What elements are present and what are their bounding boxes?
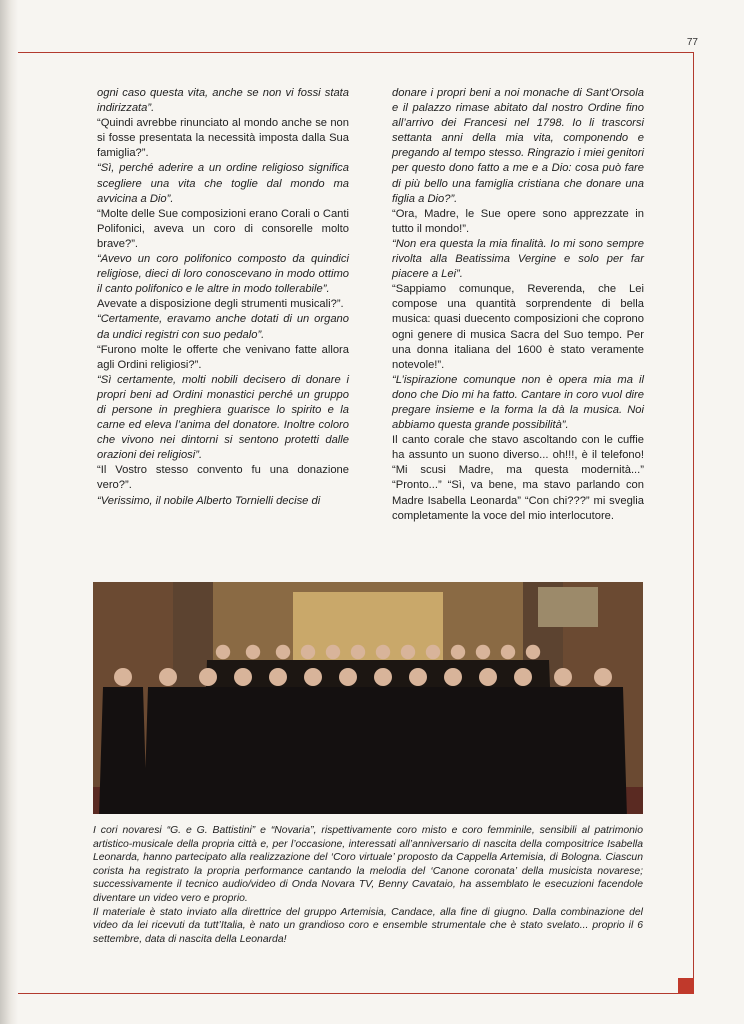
paragraph: “Il Vostro stesso convento fu una donazione vero?”.: [97, 464, 349, 492]
paragraph: “Non era questa la mia finalità. Io mi sono sempre rivolta alla Beatissima Vergine e solo per far piacere a Lei”.: [392, 237, 644, 281]
paragraph: “Quindi avrebbe rinunciato al mondo anche se non si fosse presentata la necessità imposta dalla Sua famiglia?”.: [97, 117, 349, 160]
singer-head: [246, 645, 260, 659]
paragraph: “Certamente, eravamo anche dotati di un organo da undici registri con suo pedalo”.: [97, 313, 349, 341]
singer-head: [159, 668, 177, 686]
caption-paragraph: I cori novaresi “G. e G. Battistini” e “Novaria”, rispettivamente coro misto e coro femminile, sensibili al patrimonio artistico-musicale della propria città e, per l’occasione, interessati all’anniversario di nascita della compositrice Isabella Leonarda, hanno partecipato alla realizzazione del ‘Coro virtuale’ proposto da Cappella Artemisia, di Bologna. Ciascun corista ha registrato la propria performance cantando la melodia del ‘Canone coronata’ della musicista novarese; successivamente il tecnico audio/video di Onda Novara TV, Benny Cavataio, ha assemblato le esecuzioni facendole diventare un video vero e proprio.: [93, 825, 643, 904]
singer-head: [501, 645, 515, 659]
paragraph: “Ora, Madre, le Sue opere sono apprezzate in tutto il mondo!”.: [392, 207, 644, 235]
singer-head: [409, 668, 427, 686]
article-column-right: [392, 86, 644, 524]
singer-head: [326, 645, 340, 659]
page-binding-shadow: [0, 0, 18, 1024]
photo-caption: [93, 824, 643, 946]
singer-head: [301, 645, 315, 659]
singer-head: [479, 668, 497, 686]
singer-head: [351, 645, 365, 659]
singer-head: [339, 668, 357, 686]
singer-head: [451, 645, 465, 659]
paragraph: Avevate a disposizione degli strumenti musicali?”.: [97, 298, 344, 311]
paragraph: “Verissimo, il nobile Alberto Tornielli decise di: [97, 494, 321, 507]
paragraph: “Furono molte le offerte che venivano fatte allora agli Ordini religiosi?”.: [97, 343, 349, 371]
choir-photo: [93, 582, 643, 814]
choir-photo-illustration: [93, 582, 643, 814]
paragraph: “Sì certamente, molti nobili decisero di donare i propri beni ad Ordini monastici perché un gruppo di persone in preghiera guarisce lo spirito e la carne ed eleva l’anima del donatore. Inoltre coloro che vivono nei dintorni si sentono protetti dalle orazioni dei religiosi”.: [97, 373, 349, 462]
singer-head: [426, 645, 440, 659]
article-column-left: [97, 86, 349, 509]
singer-head: [216, 645, 230, 659]
singer-head: [269, 668, 287, 686]
caption-paragraph: Il materiale è stato inviato alla direttrice del gruppo Artemisia, Candace, alla fine di giugno. Dalla combinazione del video da lei ricevuti da tutt’Italia, è nato un grandioso coro e ensemble strumentale che è stato svelato... proprio il 6 settembre, data di nascita della Leonarda!: [93, 906, 643, 945]
paragraph: “Molte delle Sue composizioni erano Corali o Canti Polifonici, aveva un coro di consorelle molto brave?”.: [97, 207, 349, 250]
paragraph: “Sì, perché aderire a un ordine religioso significa scegliere una vita che toglie dal mondo ma avvicina a Dio”.: [97, 162, 349, 205]
page-number: 77: [686, 37, 698, 48]
singer-head: [594, 668, 612, 686]
singer-head: [234, 668, 252, 686]
singer-head: [374, 668, 392, 686]
singer-head: [276, 645, 290, 659]
singer-head: [444, 668, 462, 686]
paragraph: “Sappiamo comunque, Reverenda, che Lei compose una quantità sorprendente di bella musica: quasi duecento composizioni che coprono ogni genere di musica Sacra del Suo tempo. Per una donna italiana del 1600 è stato veramente notevole!”.: [392, 283, 644, 371]
singer-body: [579, 687, 627, 814]
singer-head: [476, 645, 490, 659]
corner-accent: [678, 978, 694, 994]
paragraph: “L’ispirazione comunque non è opera mia ma il dono che Dio mi ha fatto. Cantare in coro vuol dire pregare insieme e la forma la dà la musica. Noi abbiamo questa grande possibilità”.: [392, 373, 644, 432]
singer-head: [376, 645, 390, 659]
singer-head: [401, 645, 415, 659]
singer-head: [199, 668, 217, 686]
paragraph: “Avevo un coro polifonico composto da quindici religiose, dieci di loro conoscevano in modo ottimo il canto polifonico e le altre in modo tollerabile”.: [97, 253, 349, 296]
singer-head: [304, 668, 322, 686]
singer-head: [114, 668, 132, 686]
singer-head: [514, 668, 532, 686]
singer-head: [554, 668, 572, 686]
singer-head: [526, 645, 540, 659]
paragraph: ogni caso questa vita, anche se non vi fossi stata indirizzata”.: [97, 87, 349, 115]
singer-body: [99, 687, 147, 814]
paragraph: donare i propri beni a noi monache di Sant’Orsola e il palazzo rimase abitato dal nostro Ordine fino all’arrivo dei Francesi nel 1798. Io li trascorsi settanta anni della mia vita, componendo e pregando al tempo stesso. Ringrazio i miei genitori per questo dono fatto a me e a Dio: cosa può fare di più bello una famiglia cristiana che donare una figlia a Dio?”.: [392, 87, 644, 205]
paragraph: Il canto corale che stavo ascoltando con le cuffie ha assunto un suono diverso... oh!!!, è il telefono! “Mi scusi Madre, ma questa modernità...” “Pronto...” “Sì, va bene, ma stavo parlando con Madre Isabella Leonarda” “Con chi???” mi sveglia completamente la voce del mio interlocutore.: [392, 434, 644, 522]
